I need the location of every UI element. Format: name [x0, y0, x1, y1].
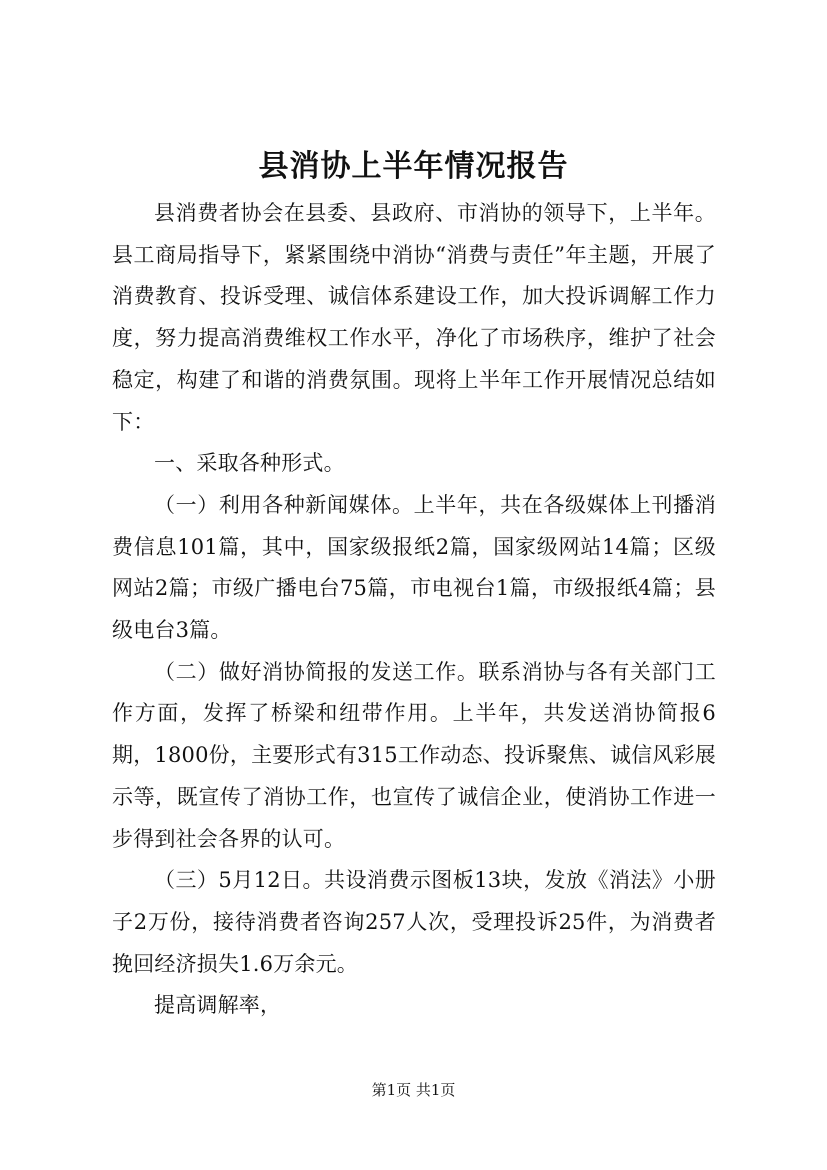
document-title: 县消协上半年情况报告: [258, 149, 569, 184]
page-footer: 第1页 共1页: [371, 1081, 456, 1099]
paragraph-intro: 县消费者协会在县委、县政府、市消协的领导下，上半年。县工商局指导下，紧紧围绕中消协“消费与责任”年主题，开展了消费教育、投诉受理、诚信体系建设工作，加大投诉调解工作力度，努力提高消费维权工作水平，净化了市场秩序，维护了社会稳定，构建了和谐的消费氛围。现将上半年工作开展情况总结如下：: [112, 201, 716, 434]
document-body: [112, 193, 716, 1027]
section-heading-1: 一、采取各种形式。: [154, 451, 345, 476]
paragraph-may-event: （三）5月12日。共设消费示图板13块，发放《消法》小册子2万份，接待消费者咨询257人次，受理投诉25件，为消费者挽回经济损失1.6万余元。: [112, 868, 716, 976]
paragraph-briefing: （二）做好消协简报的发送工作。联系消协与各有关部门工作方面，发挥了桥梁和纽带作用。上半年，共发送消协简报6期，1800份，主要形式有315工作动态、投诉聚焦、诚信风彩展示等，既宣传了消协工作，也宣传了诚信企业，使消协工作进一步得到社会各界的认可。: [112, 659, 716, 851]
paragraph-mediation: 提高调解率，: [154, 993, 282, 1018]
paragraph-media: （一）利用各种新闻媒体。上半年，共在各级媒体上刊播消费信息101篇，其中，国家级报纸2篇，国家级网站14篇；区级网站2篇；市级广播电台75篇，市电视台1篇，市级报纸4篇；县级电台3篇。: [112, 492, 716, 643]
